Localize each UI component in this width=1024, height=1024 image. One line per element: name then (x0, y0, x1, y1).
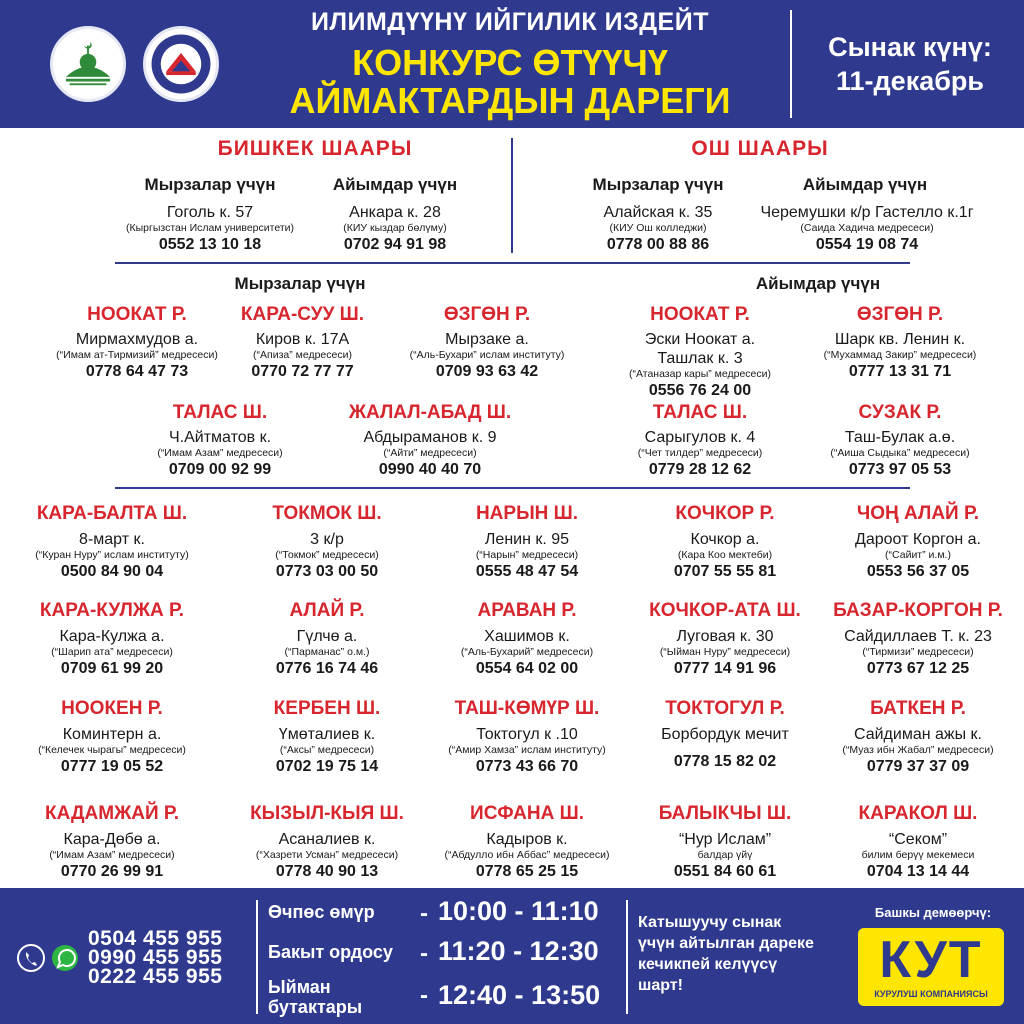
region-title: ЖАЛАЛ-АБАД Ш. (348, 402, 512, 423)
osh-male-entry (568, 203, 748, 255)
phone-number: 0552 13 10 18 (158, 236, 262, 253)
institution: (“Келечек чырагы” медресеси) (38, 744, 186, 756)
sponsor-label: Башкы демөөрчү: (874, 905, 992, 920)
schedule-dash: - (420, 900, 428, 927)
region-title: БАЛЫКЧЫ Ш. (658, 803, 792, 824)
region-entry (42, 330, 232, 382)
region-title: КАРА-СУУ Ш. (240, 304, 365, 325)
address: “Секом” (888, 831, 948, 848)
region-title: ТОКТОГУЛ Р. (665, 698, 785, 719)
region-title: ӨЗГӨН Р. (856, 304, 944, 325)
address: 8-март к. (79, 531, 145, 548)
address: Киров к. 17А (255, 331, 350, 348)
region-title: ТАЛАС Ш. (652, 402, 748, 423)
institution: (“Мухаммад Закир” медресеси) (823, 349, 977, 361)
institution: (“Айти” медресеси) (383, 447, 477, 459)
section-divider (115, 262, 910, 264)
address: Борбордук мечит (661, 726, 789, 743)
region-entry (625, 725, 825, 772)
schedule-label: Ыйман бутактары (268, 977, 363, 1017)
region-title: БАТКЕН Р. (870, 698, 966, 719)
region-entry (417, 627, 637, 679)
region-title: НООКАТ Р. (650, 304, 750, 325)
institution: (Саида Хадича медресеси) (800, 222, 934, 234)
address: Ленин к. 95 (484, 531, 570, 548)
region-entry (12, 530, 212, 582)
region-title: ТОКМОК Ш. (272, 503, 382, 524)
region-title: НАРЫН Ш. (475, 503, 579, 524)
header-title-line2: АЙМАКТАРДЫН ДАРЕГИ (289, 80, 731, 121)
address: Абдыраманов к. 9 (363, 429, 497, 446)
phone-number: 0778 15 82 02 (673, 753, 777, 770)
footer-divider (626, 900, 628, 1014)
contact-phone: 0504 455 955 (88, 927, 223, 950)
institution: (“Аксы” медресеси) (279, 744, 375, 756)
city-title-bishkek: БИШКЕК ШААРЫ (217, 137, 413, 160)
phone-number: 0778 64 47 73 (85, 363, 189, 380)
region-entry (12, 627, 212, 679)
region-entry (805, 428, 995, 480)
region-entry (417, 725, 637, 777)
address: Таш-Булак а.ө. (844, 429, 956, 446)
region-entry (392, 330, 582, 382)
bishkek-female-entry (305, 203, 485, 255)
region-title: НООКЕН Р. (61, 698, 163, 719)
address: Шарк кв. Ленин к. (834, 331, 966, 348)
city-divider (511, 138, 513, 253)
south-male-label: Мырзалар үчүн (234, 274, 366, 293)
region-entry (417, 530, 637, 582)
header-subtitle: ИЛИМДҮҮНҮ ИЙГИЛИК ИЗДЕЙТ (311, 8, 709, 36)
institution: (“Аль-Бухарий” медресеси) (460, 646, 594, 658)
sponsor-name: КУТ (879, 931, 983, 989)
phone-number: 0778 40 90 13 (275, 863, 379, 880)
schedule-dash: - (420, 982, 428, 1009)
schedule-label: Өчпөс өмүр (268, 902, 375, 922)
region-entry (227, 627, 427, 679)
phone-number: 0553 56 37 05 (866, 563, 970, 580)
schedule-time: 12:40 - 13:50 (438, 980, 601, 1010)
address: Кочкор а. (690, 531, 760, 548)
phone-number: 0702 19 75 14 (275, 758, 379, 775)
address: 3 к/р (310, 531, 344, 548)
region-entry (130, 428, 310, 480)
address: Коминтерн а. (62, 726, 162, 743)
region-title: НООКАТ Р. (87, 304, 187, 325)
phone-number: 0770 26 99 91 (60, 863, 164, 880)
region-title: КАДАМЖАЙ Р. (44, 803, 180, 824)
institution: (Кара Коо мектеби) (677, 549, 773, 561)
address: Кара-Кулжа а. (59, 628, 165, 645)
phone-number: 0990 40 40 70 (378, 461, 482, 478)
region-entry (625, 530, 825, 582)
osh-female-entry (742, 203, 992, 255)
institution: (“Имам ат-Тирмизий” медресеси) (56, 349, 218, 361)
exam-date-label: Сынак күнү: (828, 32, 992, 62)
phone-number: 0778 00 88 86 (606, 236, 710, 253)
phone-number: 0551 84 60 61 (673, 863, 777, 880)
region-entry (813, 627, 1023, 679)
institution: (КИУ кыздар бөлүму) (343, 222, 447, 234)
schedule-label: Бакыт ордосу (268, 942, 393, 962)
phone-number: 0500 84 90 04 (60, 563, 164, 580)
phone-number: 0778 65 25 15 (475, 863, 579, 880)
institution: (“Аль-Бухари” ислам институту) (409, 349, 565, 361)
institution: (“Нарын” медресеси) (475, 549, 579, 561)
address: Мырзаке а. (445, 331, 529, 348)
address: Гоголь к. 57 (166, 204, 254, 221)
institution: (“Имам Азам” медресеси) (49, 849, 175, 861)
institution: балдар үйү (697, 849, 753, 861)
institution: (“Имам Азам” медресеси) (157, 447, 283, 459)
osh-male-label: Мырзалар үчүн (592, 175, 724, 194)
region-entry (417, 830, 637, 882)
region-entry (610, 330, 790, 401)
phone-number: 0777 19 05 52 (60, 758, 164, 775)
phone-number: 0709 61 99 20 (60, 660, 164, 677)
region-entry (625, 830, 825, 882)
region-entry (813, 530, 1023, 582)
region-entry (805, 330, 995, 382)
institution: (“Абдулло ибн Аббас” медресеси) (444, 849, 610, 861)
address: Кара-Дөбө а. (63, 831, 161, 848)
phone-number: 0709 00 92 99 (168, 461, 272, 478)
header-title-line1: КОНКУРС ӨТҮҮЧҮ (352, 42, 668, 83)
region-entry (813, 725, 1023, 777)
exam-date (800, 30, 1020, 98)
schedule-time: 10:00 - 11:10 (438, 896, 599, 926)
region-title: БАЗАР-КОРГОН Р. (833, 600, 1003, 621)
institution: (“Чет тилдер” медресеси) (637, 447, 763, 459)
region-title: ЧОҢ АЛАЙ Р. (856, 503, 980, 524)
address: Мирмахмудов а. (75, 331, 199, 348)
address: Эски Ноокат а. (644, 331, 756, 348)
region-entry (12, 725, 212, 777)
institution (625, 744, 825, 752)
section-divider (115, 487, 910, 489)
institution: (“Парманас” о.м.) (284, 646, 370, 658)
region-title: КАРА-БАЛТА Ш. (36, 503, 188, 524)
region-title: АЛАЙ Р. (289, 600, 365, 621)
region-title: ТАЛАС Ш. (172, 402, 268, 423)
bishkek-female-label: Айымдар үчүн (332, 175, 458, 194)
institution: (“Сайит” и.м.) (885, 549, 951, 561)
institution: (“Куран Нуру” ислам институту) (35, 549, 189, 561)
institution: (“Атаназар кары” медресеси) (628, 368, 772, 380)
region-entry (813, 830, 1023, 882)
bishkek-male-label: Мырзалар үчүн (144, 175, 276, 194)
phone-number: 0555 48 47 54 (475, 563, 579, 580)
institution: (КИУ Ош колледжи) (609, 222, 707, 234)
institution: (“Токмок” медресеси) (275, 549, 379, 561)
south-female-label: Айымдар үчүн (755, 274, 881, 293)
whatsapp-icon (52, 945, 78, 971)
institution: (“Тирмизи” медресеси) (862, 646, 974, 658)
organization-logo-mosque-icon (50, 26, 126, 102)
phone-number: 0770 72 77 77 (251, 363, 354, 380)
region-title: ӨЗГӨН Р. (443, 304, 531, 325)
address: Сарыгулов к. 4 (644, 429, 756, 446)
address: Сайдиллаев Т. к. 23 (844, 628, 992, 645)
phone-icon (18, 945, 44, 971)
region-entry (610, 428, 790, 480)
address: Үмөталиев к. (278, 726, 376, 743)
phone-number: 0776 16 74 46 (275, 660, 379, 677)
phone-number: 0773 43 66 70 (475, 758, 579, 775)
header-divider (790, 10, 792, 118)
address: Анкара к. 28 (349, 204, 441, 221)
university-logo-emblem-icon (143, 26, 219, 102)
schedule-time: 11:20 - 12:30 (438, 936, 599, 966)
schedule-dash: - (420, 940, 428, 967)
region-entry (227, 830, 427, 882)
phone-number: 0779 28 12 62 (648, 461, 752, 478)
institution: (“Шарип ата” медресеси) (51, 646, 173, 658)
region-title: КЫЗЫЛ-КЫЯ Ш. (250, 803, 404, 824)
institution: (“Апиза” медресеси) (253, 349, 352, 361)
phone-whatsapp-icons (16, 943, 82, 973)
phone-number: 0777 13 31 71 (848, 363, 952, 380)
phone-number: 0773 97 05 53 (848, 461, 952, 478)
notice-text: Катышуучу сынак үчүн айтылган дареке кечикпей келүүсү шарт! (638, 914, 814, 994)
region-entry (12, 830, 212, 882)
osh-female-label: Айымдар үчүн (802, 175, 928, 194)
address: Алайская к. 35 (603, 204, 713, 221)
region-title: АРАВАН Р. (477, 600, 577, 621)
region-entry (340, 428, 520, 480)
city-title-osh: ОШ ШААРЫ (691, 137, 829, 160)
sponsor-subtitle: КУРУЛУШ КОМПАНИЯСЫ (874, 989, 988, 999)
phone-number: 0702 94 91 98 (343, 236, 447, 253)
region-title: КЕРБЕН Ш. (273, 698, 381, 719)
region-entry (225, 330, 380, 382)
phone-number: 0556 76 24 00 (648, 382, 752, 399)
address: Хашимов к. (484, 628, 570, 645)
address: Асаналиев к. (278, 831, 376, 848)
contact-phone: 0990 455 955 (88, 946, 223, 969)
address: Ч.Айтматов к. (168, 429, 272, 446)
institution: (“Амир Хамза” ислам институту) (448, 744, 606, 756)
sponsor-logo (858, 928, 1004, 1006)
address: Черемушки к/р Гастелло к.1г (760, 204, 974, 221)
address: Кадыров к. (486, 831, 568, 848)
phone-number: 0777 14 91 96 (673, 660, 777, 677)
region-title: СУЗАК Р. (858, 402, 942, 423)
region-title: КОЧКОР Р. (675, 503, 775, 524)
institution: (“Хазрети Усман” медресеси) (255, 849, 399, 861)
footer-divider (256, 900, 258, 1014)
bishkek-male-entry (105, 203, 315, 255)
address: Гүлчө а. (296, 628, 358, 645)
address: Луговая к. 30 (676, 628, 774, 645)
institution: (Кыргызстан Ислам университети) (126, 222, 294, 234)
region-entry (625, 627, 825, 679)
address: Дароот Коргон а. (855, 531, 981, 548)
phone-number: 0707 55 55 81 (673, 563, 777, 580)
region-entry (227, 530, 427, 582)
region-title: ТАШ-КӨМҮР Ш. (454, 698, 600, 719)
exam-date-value: 11-декабрь (836, 66, 984, 96)
address: Токтогул к .10 (476, 726, 578, 743)
institution: (“Аиша Сыдыка” медресеси) (830, 447, 970, 459)
address: Сайдиман ажы к. (853, 726, 982, 743)
region-title: ИСФАНА Ш. (470, 803, 584, 824)
phone-number: 0554 64 02 00 (475, 660, 579, 677)
region-entry (227, 725, 427, 777)
phone-number: 0704 13 14 44 (866, 863, 970, 880)
region-title: КОЧКОР-АТА Ш. (649, 600, 801, 621)
institution: (“Ыйман Нуру” медресеси) (659, 646, 791, 658)
phone-number: 0554 19 08 74 (815, 236, 919, 253)
institution: (“Муаз ибн Жабал” медресеси) (842, 744, 994, 756)
address-line2: Ташлак к. 3 (657, 350, 743, 367)
phone-number: 0773 03 00 50 (275, 563, 379, 580)
phone-number: 0709 93 63 42 (435, 363, 539, 380)
institution: билим берүү мекемеси (861, 849, 975, 861)
phone-number: 0773 67 12 25 (866, 660, 970, 677)
region-title: КАРАКОЛ Ш. (858, 803, 978, 824)
address: “Нур Ислам” (678, 831, 772, 848)
region-title: КАРА-КУЛЖА Р. (39, 600, 185, 621)
phone-number: 0779 37 37 09 (866, 758, 970, 775)
contact-phone: 0222 455 955 (88, 965, 223, 988)
